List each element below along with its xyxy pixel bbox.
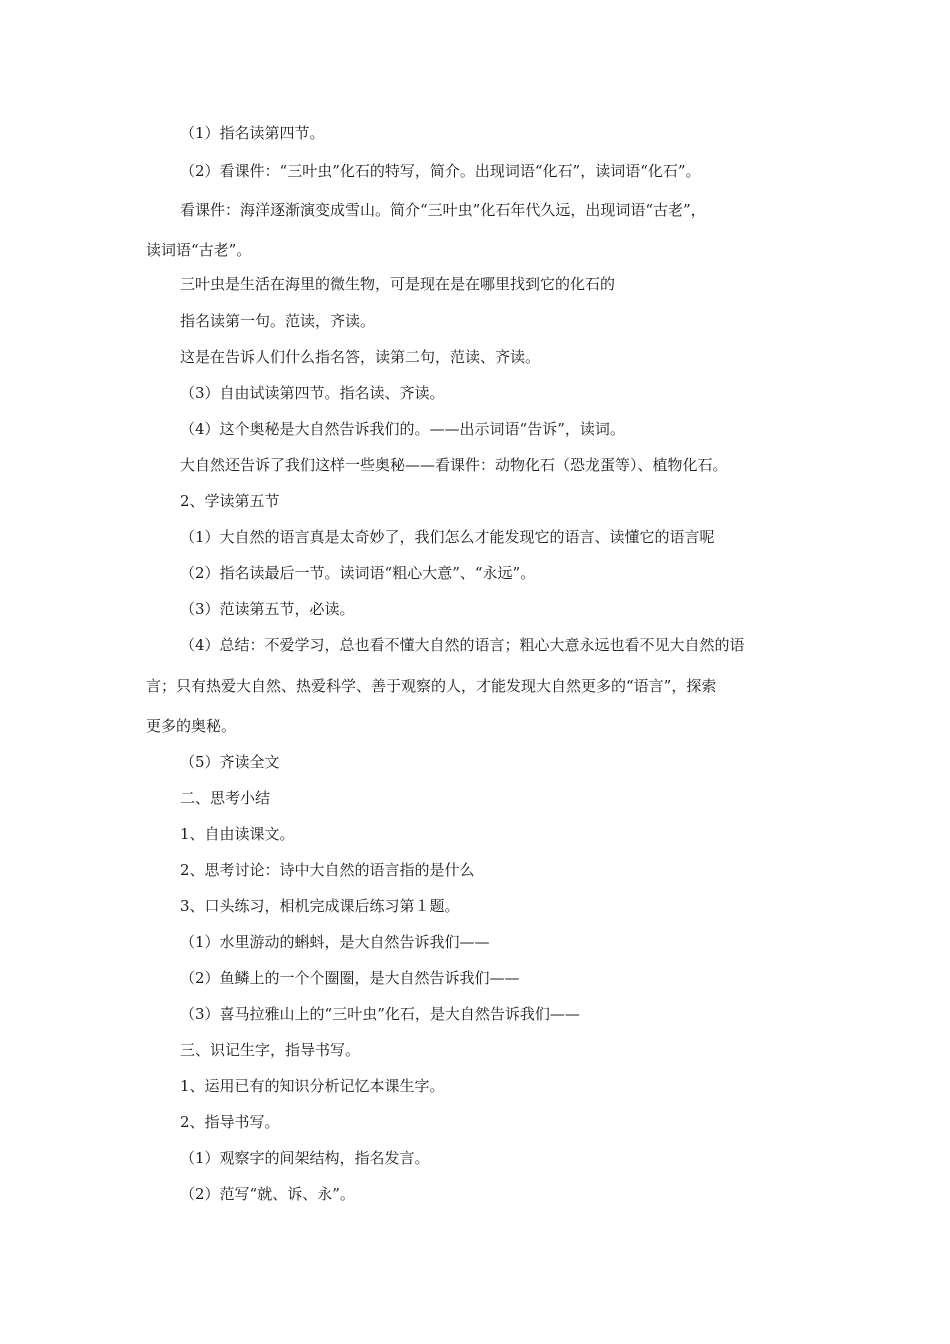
text-line-6: 指名读第一句。范读，齐读。 xyxy=(180,312,376,330)
text-line-12: （1）大自然的语言真是太奇妙了，我们怎么才能发现它的语言、读懂它的语言呢 xyxy=(180,528,715,546)
text-line-27: 1、运用已有的知识分析记忆本课生字。 xyxy=(180,1077,445,1095)
text-line-22: 3、口头练习，相机完成课后练习第１题。 xyxy=(180,897,460,915)
text-line-13: （2）指名读最后一节。读词语“粗心大意”、“永远”。 xyxy=(180,564,536,582)
text-line-23: （1）水里游动的蝌蚪，是大自然告诉我们—— xyxy=(180,933,490,951)
text-line-17: 更多的奥秘。 xyxy=(146,717,237,735)
text-line-7: 这是在告诉人们什么指名答，读第二句，范读、齐读。 xyxy=(180,348,541,366)
text-line-26: 三、识记生字，指导书写。 xyxy=(180,1041,361,1059)
text-line-18: （5）齐读全文 xyxy=(180,753,280,771)
text-line-10: 大自然还告诉了我们这样一些奥秘——看课件：动物化石（恐龙蛋等）、植物化石。 xyxy=(180,456,728,474)
text-line-30: （2）范写“就、诉、永”。 xyxy=(180,1185,355,1203)
text-line-3: 看课件：海洋逐渐演变成雪山。简介“三叶虫”化石年代久远，出现词语“古老”， xyxy=(180,201,706,219)
text-line-19: 二、思考小结 xyxy=(180,789,271,807)
text-line-24: （2）鱼鳞上的一个个圈圈，是大自然告诉我们—— xyxy=(180,969,520,987)
text-line-14: （3）范读第五节，必读。 xyxy=(180,600,355,618)
text-line-29: （1）观察字的间架结构，指名发言。 xyxy=(180,1149,430,1167)
text-line-11: 2、学读第五节 xyxy=(180,492,280,510)
text-line-2: （2）看课件：“三叶虫”化石的特写，简介。出现词语“化石”，读词语“化石”。 xyxy=(180,162,701,180)
text-line-4: 读词语“古老”。 xyxy=(146,241,252,259)
text-line-5: 三叶虫是生活在海里的微生物，可是现在是在哪里找到它的化石的 xyxy=(180,275,616,293)
text-line-20: 1、自由读课文。 xyxy=(180,825,295,843)
text-line-15: （4）总结：不爱学习，总也看不懂大自然的语言；粗心大意永远也看不见大自然的语 xyxy=(180,636,745,654)
text-line-1: （1）指名读第四节。 xyxy=(180,124,325,142)
text-line-8: （3）自由试读第四节。指名读、齐读。 xyxy=(180,384,445,402)
text-line-21: 2、思考讨论：诗中大自然的语言指的是什么 xyxy=(180,861,475,879)
text-line-25: （3）喜马拉雅山上的“三叶虫”化石，是大自然告诉我们—— xyxy=(180,1005,580,1023)
text-line-28: 2、指导书写。 xyxy=(180,1113,280,1131)
text-line-16: 言；只有热爱大自然、热爱科学、善于观察的人，才能发现大自然更多的“语言”，探索 xyxy=(146,677,717,695)
text-line-9: （4）这个奥秘是大自然告诉我们的。——出示词语“告诉”，读词。 xyxy=(180,420,625,438)
